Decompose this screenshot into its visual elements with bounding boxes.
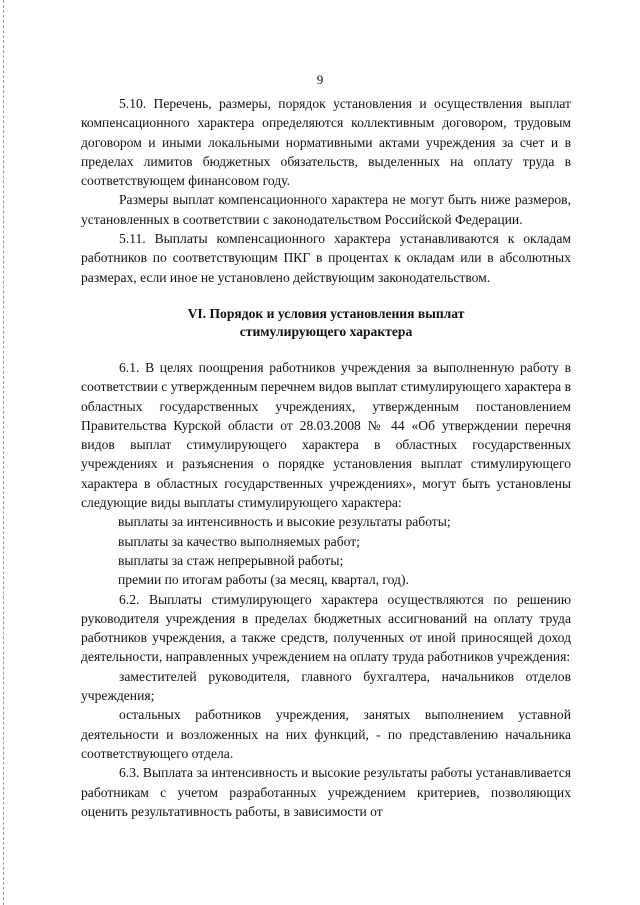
page-number: 9 bbox=[316, 72, 324, 87]
paragraph-compensation-limits: Размеры выплат компенсационного характера не могут быть ниже размеров, установленных в соответствии с законодательством Российской Федерации. bbox=[81, 192, 571, 227]
paragraph-5-11: 5.11. Выплаты компенсационного характера устанавливаются к окладам работников по соответствующим ПКГ в процентах к окладам или в абсолютных размерах, если иное не установлено действующим законодательством. bbox=[81, 231, 571, 285]
paragraph-6-2-deputies: заместителей руководителя, главного бухгалтера, начальников отделов учреждения; bbox=[81, 668, 571, 704]
paragraph-6-3: 6.3. Выплата за интенсивность и высокие результаты работы устанавливается работникам с учетом разработанных учреждением критериев, позволяющих оценить результативность работы, в зависимости от bbox=[81, 765, 571, 819]
list-item: выплаты за интенсивность и высокие результаты работы; bbox=[118, 514, 451, 530]
paragraph-5-10: 5.10. Перечень, размеры, порядок установления и осуществления выплат компенсационного характера определяются коллективным договором, трудовым договором и иными локальными нормативными актами учреждения за счет и в пределах лимитов бюджетных обязательств, выделенных на оплату труда в соответствующем финансовом году. bbox=[81, 96, 571, 189]
section-heading-line-1: VI. Порядок и условия установления выплат bbox=[187, 305, 465, 321]
paragraph-6-2: 6.2. Выплаты стимулирующего характера осуществляются по решению руководителя учреждения в пределах бюджетных ассигнований на оплату труда работников учреждения, а также средств, полученных от иной приносящей доход деятельности, направленных учреждением на оплату труда работников учреждения: bbox=[81, 591, 571, 665]
list-item: выплаты за качество выполняемых работ; bbox=[118, 533, 360, 549]
paragraph-6-1: 6.1. В целях поощрения работников учреждения за выполненную работу в соответствии с утвержденным перечнем видов выплат стимулирующего характера в областных государственных учреждениях, утвержденным постановлением Правительства Курской области от 28.03.2008 № 44 «Об утверждении перечня видов выплат стимулирующего характера в областных государственных учреждениях и разъяснения о порядке установления выплат стимулирующего характера в областных государственных учреждениях», могут быть установлены следующие виды выплаты стимулирующего характера: bbox=[81, 359, 571, 511]
paragraph-6-2-other-staff: остальных работников учреждения, занятых выполнением уставной деятельности и возложенных на них функций, - по представлению начальника соответствующего отдела. bbox=[81, 707, 571, 761]
list-item: выплаты за стаж непрерывной работы; bbox=[118, 552, 344, 568]
section-heading bbox=[81, 305, 571, 341]
page-binding-edge bbox=[3, 0, 6, 905]
section-heading-line-2: стимулирующего характера bbox=[239, 323, 413, 339]
list-item: премии по итогам работы (за месяц, квартал, год). bbox=[118, 572, 409, 588]
document-body bbox=[81, 94, 571, 821]
